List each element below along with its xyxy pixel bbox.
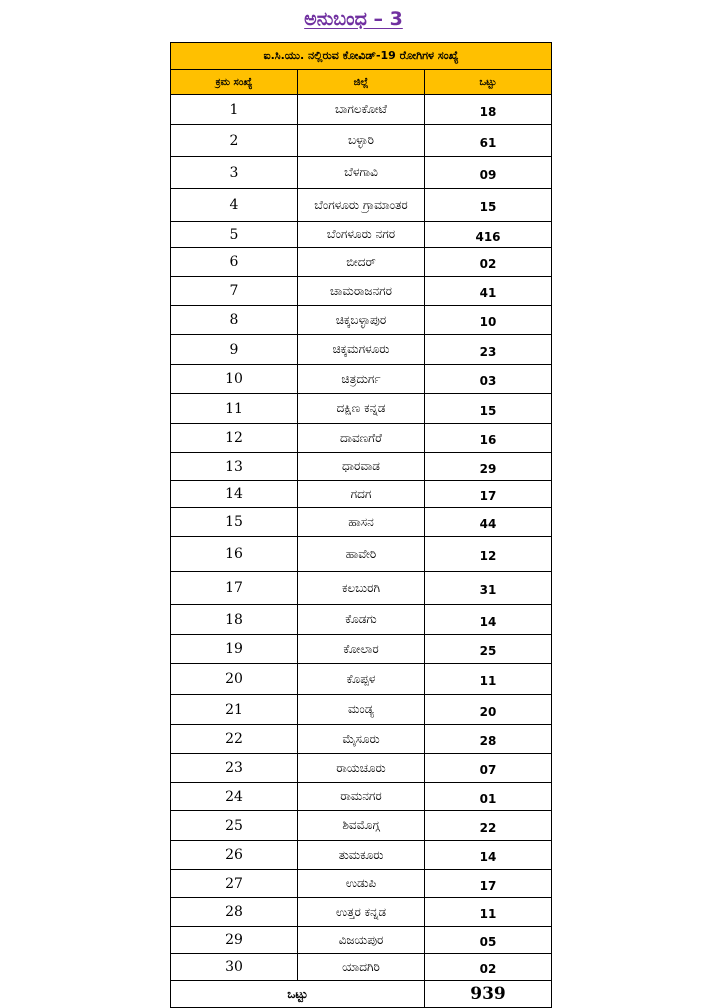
- count-cell: 01: [425, 783, 552, 811]
- serial-cell: 12: [171, 424, 298, 453]
- serial-cell: 22: [171, 725, 298, 754]
- count-cell: 14: [425, 605, 552, 635]
- district-cell: ಚಿಕ್ಕಮಗಳೂರು: [298, 335, 425, 365]
- count-cell: 17: [425, 870, 552, 898]
- count-cell: 25: [425, 635, 552, 664]
- column-header-district: ಜಿಲ್ಲೆ: [298, 70, 425, 95]
- table-row: [171, 306, 552, 335]
- table-row: [171, 783, 552, 811]
- district-cell: ಉಡುಪಿ: [298, 870, 425, 898]
- column-header-serial: ಕ್ರಮ ಸಂಖ್ಯೆ: [171, 70, 298, 95]
- count-cell: 29: [425, 453, 552, 481]
- district-cell: ಬಾಗಲಕೋಟೆ: [298, 95, 425, 125]
- table-row: [171, 365, 552, 394]
- table-row: [171, 811, 552, 841]
- table-row: [171, 424, 552, 453]
- table-row: [171, 841, 552, 870]
- table-row: [171, 635, 552, 664]
- count-cell: 05: [425, 927, 552, 954]
- table-row: [171, 508, 552, 537]
- serial-cell: 19: [171, 635, 298, 664]
- district-cell: ಶಿವಮೊಗ್ಗ: [298, 811, 425, 841]
- district-cell: ಚಿತ್ರದುರ್ಗ: [298, 365, 425, 394]
- serial-cell: 21: [171, 695, 298, 725]
- table-row: [171, 453, 552, 481]
- district-cell: ಮೈಸೂರು: [298, 725, 425, 754]
- serial-cell: 27: [171, 870, 298, 898]
- column-header-row: [171, 70, 552, 95]
- count-cell: 41: [425, 277, 552, 306]
- serial-cell: 30: [171, 954, 298, 981]
- district-cell: ವಿಜಯಪುರ: [298, 927, 425, 954]
- page-title-text: ಅನುಬಂಧ – 3: [304, 8, 403, 30]
- district-cell: ಕಲಬುರಗಿ: [298, 572, 425, 605]
- serial-cell: 9: [171, 335, 298, 365]
- table-row: [171, 695, 552, 725]
- serial-cell: 29: [171, 927, 298, 954]
- serial-cell: 23: [171, 754, 298, 783]
- table-row: [171, 754, 552, 783]
- district-cell: ಬೆಂಗಳೂರು ಗ್ರಾಮಾಂತರ: [298, 189, 425, 222]
- count-cell: 03: [425, 365, 552, 394]
- district-cell: ದಕ್ಷಿಣ ಕನ್ನಡ: [298, 394, 425, 424]
- serial-cell: 18: [171, 605, 298, 635]
- serial-cell: 11: [171, 394, 298, 424]
- table-row: [171, 927, 552, 954]
- count-cell: 31: [425, 572, 552, 605]
- district-cell: ಕೊಡಗು: [298, 605, 425, 635]
- district-cell: ರಾಮನಗರ: [298, 783, 425, 811]
- count-cell: 28: [425, 725, 552, 754]
- district-cell: ಧಾರವಾಡ: [298, 453, 425, 481]
- count-cell: 20: [425, 695, 552, 725]
- count-cell: 18: [425, 95, 552, 125]
- icu-patients-table: [170, 42, 552, 1008]
- serial-cell: 26: [171, 841, 298, 870]
- table-row: [171, 954, 552, 981]
- total-label: ಒಟ್ಟು: [171, 981, 425, 1008]
- page-title: [0, 8, 707, 30]
- serial-cell: 10: [171, 365, 298, 394]
- district-cell: ತುಮಕೂರು: [298, 841, 425, 870]
- serial-cell: 24: [171, 783, 298, 811]
- table-row: [171, 898, 552, 927]
- district-cell: ದಾವಣಗೆರೆ: [298, 424, 425, 453]
- table-row: [171, 572, 552, 605]
- count-cell: 11: [425, 664, 552, 695]
- serial-cell: 5: [171, 222, 298, 248]
- count-cell: 12: [425, 537, 552, 572]
- count-cell: 15: [425, 394, 552, 424]
- serial-cell: 15: [171, 508, 298, 537]
- district-cell: ಹಾವೇರಿ: [298, 537, 425, 572]
- serial-cell: 1: [171, 95, 298, 125]
- count-cell: 23: [425, 335, 552, 365]
- count-cell: 17: [425, 481, 552, 508]
- district-cell: ಬೆಳಗಾವಿ: [298, 157, 425, 189]
- total-row: [171, 981, 552, 1008]
- count-cell: 44: [425, 508, 552, 537]
- column-header-count: ಒಟ್ಟು: [425, 70, 552, 95]
- table-row: [171, 157, 552, 189]
- table-row: [171, 125, 552, 157]
- count-cell: 22: [425, 811, 552, 841]
- table-row: [171, 335, 552, 365]
- serial-cell: 13: [171, 453, 298, 481]
- table-row: [171, 725, 552, 754]
- serial-cell: 8: [171, 306, 298, 335]
- table-row: [171, 95, 552, 125]
- district-cell: ಬೀದರ್: [298, 248, 425, 277]
- table-row: [171, 189, 552, 222]
- count-cell: 07: [425, 754, 552, 783]
- count-cell: 15: [425, 189, 552, 222]
- serial-cell: 17: [171, 572, 298, 605]
- district-cell: ಗದಗ: [298, 481, 425, 508]
- district-cell: ರಾಯಚೂರು: [298, 754, 425, 783]
- district-cell: ಕೋಲಾರ: [298, 635, 425, 664]
- table-row: [171, 277, 552, 306]
- count-cell: 416: [425, 222, 552, 248]
- count-cell: 10: [425, 306, 552, 335]
- serial-cell: 20: [171, 664, 298, 695]
- total-value: 939: [425, 981, 552, 1008]
- table-row: [171, 394, 552, 424]
- serial-cell: 16: [171, 537, 298, 572]
- district-cell: ಬೆಂಗಳೂರು ನಗರ: [298, 222, 425, 248]
- district-cell: ಬಳ್ಳಾರಿ: [298, 125, 425, 157]
- count-cell: 14: [425, 841, 552, 870]
- serial-cell: 2: [171, 125, 298, 157]
- district-cell: ಕೊಪ್ಪಳ: [298, 664, 425, 695]
- district-cell: ಮಂಡ್ಯ: [298, 695, 425, 725]
- table-row: [171, 870, 552, 898]
- table-row: [171, 537, 552, 572]
- count-cell: 02: [425, 248, 552, 277]
- serial-cell: 7: [171, 277, 298, 306]
- count-cell: 61: [425, 125, 552, 157]
- district-cell: ಉತ್ತರ ಕನ್ನಡ: [298, 898, 425, 927]
- count-cell: 09: [425, 157, 552, 189]
- count-cell: 16: [425, 424, 552, 453]
- table-row: [171, 664, 552, 695]
- serial-cell: 3: [171, 157, 298, 189]
- serial-cell: 14: [171, 481, 298, 508]
- serial-cell: 4: [171, 189, 298, 222]
- district-cell: ಯಾದಗಿರಿ: [298, 954, 425, 981]
- table-row: [171, 222, 552, 248]
- count-cell: 02: [425, 954, 552, 981]
- serial-cell: 28: [171, 898, 298, 927]
- table-row: [171, 605, 552, 635]
- table-heading: ಐ.ಸಿ.ಯು. ನಲ್ಲಿರುವ ಕೋವಿಡ್-19 ರೋಗಿಗಳ ಸಂಖ್ಯೆ: [171, 43, 552, 70]
- table-heading-row: [171, 43, 552, 70]
- district-cell: ಚಿಕ್ಕಬಳ್ಳಾಪುರ: [298, 306, 425, 335]
- district-cell: ಹಾಸನ: [298, 508, 425, 537]
- count-cell: 11: [425, 898, 552, 927]
- serial-cell: 6: [171, 248, 298, 277]
- table-row: [171, 248, 552, 277]
- table-row: [171, 481, 552, 508]
- district-cell: ಚಾಮರಾಜನಗರ: [298, 277, 425, 306]
- serial-cell: 25: [171, 811, 298, 841]
